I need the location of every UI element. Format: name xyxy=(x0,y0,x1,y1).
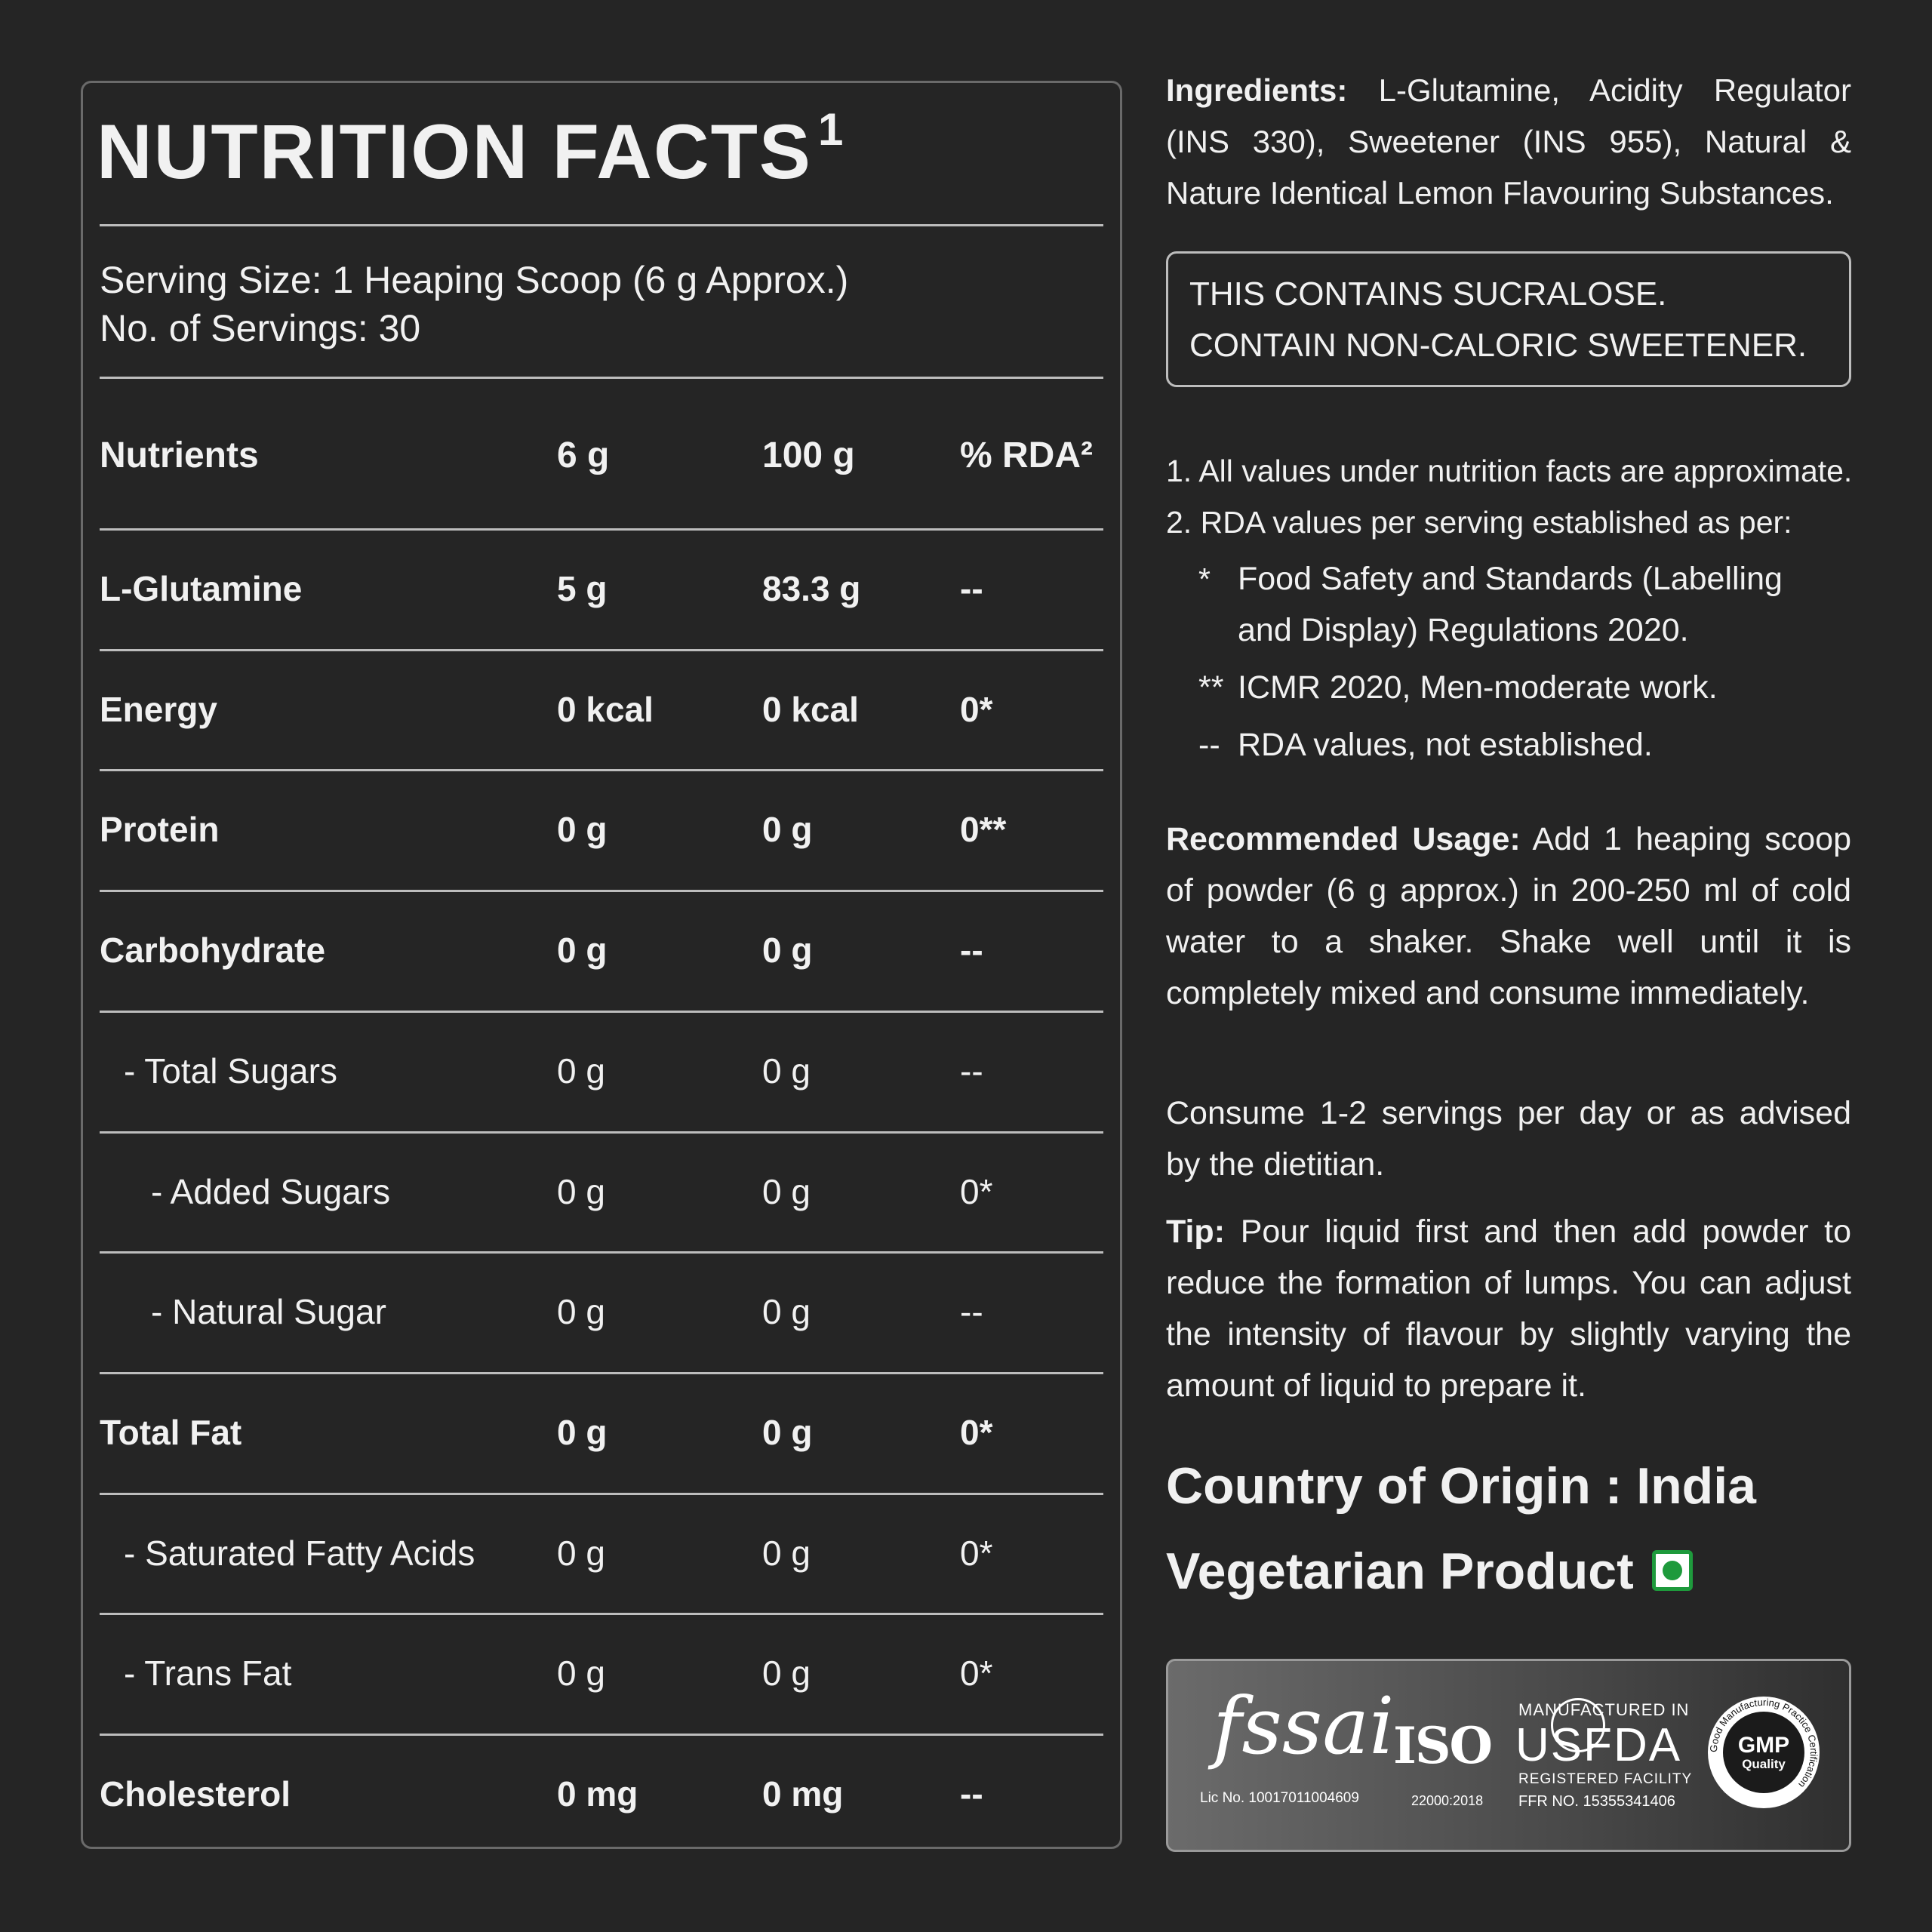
nutrient-name: Energy xyxy=(100,690,217,729)
header-rda: % RDA² xyxy=(960,435,1093,475)
tip-label: Tip: xyxy=(1166,1214,1226,1250)
per-serving-value: 5 g xyxy=(557,569,608,608)
title-footnote-marker: 1 xyxy=(817,104,845,155)
ingredients xyxy=(1166,65,1851,219)
divider xyxy=(100,224,1103,226)
rda-value: 0* xyxy=(960,690,993,729)
footnote-mark: -- xyxy=(1198,727,1220,763)
per-serving-value: 0 kcal xyxy=(557,690,654,729)
table-row xyxy=(100,687,1103,732)
iso-number: 22000:2018 xyxy=(1411,1793,1484,1808)
country-of-origin: Country of Origin : India xyxy=(1166,1457,1756,1515)
nutrient-name: - Saturated Fatty Acids xyxy=(124,1534,475,1573)
usage-text: Add 1 heaping scoop of powder (6 g approx.) in 200-250 ml of cold water to a shaker. Shake well until it is completely mixed and consume immediately. xyxy=(1166,821,1851,1011)
rda-value: -- xyxy=(960,1774,983,1814)
per-serving-value: 0 mg xyxy=(557,1774,638,1814)
divider xyxy=(100,377,1103,379)
header-per-100g: 100 g xyxy=(762,435,855,475)
per-serving-value: 0 g xyxy=(557,810,608,849)
header-per-serving: 6 g xyxy=(557,435,610,475)
per-100g-value: 0 mg xyxy=(762,1774,844,1814)
per-serving-value: 0 g xyxy=(557,1413,608,1452)
manufactured-in: MANUFACTURED IN xyxy=(1518,1700,1690,1719)
warning-line-1: THIS CONTAINS SUCRALOSE. xyxy=(1189,275,1667,312)
footnote-fssai-line2: and Display) Regulations 2020. xyxy=(1238,612,1689,648)
footnote-fssai-line1: Food Safety and Standards (Labelling xyxy=(1238,561,1783,597)
tip-text: Pour liquid first and then add powder to reduce the formation of lumps. You can adjust the intensity of flavour by slightly varying the amount of liquid to prepare it. xyxy=(1166,1214,1851,1404)
nutrient-name: Cholesterol xyxy=(100,1774,291,1814)
veg-mark-icon xyxy=(1652,1550,1693,1591)
table-row xyxy=(100,1048,1103,1094)
footnote-mark: ** xyxy=(1198,669,1224,706)
nutrition-facts-title: NUTRITION FACTS $^1$ xyxy=(97,104,845,195)
table-row xyxy=(100,1410,1103,1455)
per-serving-value: 0 g xyxy=(557,1172,605,1211)
per-serving-value: 0 g xyxy=(557,931,608,970)
table-header xyxy=(100,433,1103,478)
footnote-2: 2. RDA values per serving established as per: xyxy=(1166,505,1792,540)
consume-advice: Consume 1-2 servings per day or as advised by the dietitian. xyxy=(1166,1095,1851,1183)
divider xyxy=(100,528,1103,531)
footnote-mark: * xyxy=(1198,561,1211,596)
nutrient-name: Total Fat xyxy=(100,1413,242,1452)
rda-value: -- xyxy=(960,931,983,970)
rda-value: 0* xyxy=(960,1413,993,1452)
nutrient-name: Carbohydrate xyxy=(100,931,326,970)
per-serving-value: 0 g xyxy=(557,1654,605,1693)
divider xyxy=(100,1131,1103,1134)
divider xyxy=(100,1493,1103,1495)
table-row xyxy=(100,1651,1103,1696)
per-100g-value: 0 g xyxy=(762,1534,811,1573)
per-serving-value: 0 g xyxy=(557,1051,605,1091)
rda-value: 0** xyxy=(960,810,1007,849)
fssai-logo: fssai xyxy=(1213,1680,1395,1772)
table-row xyxy=(100,1771,1103,1817)
rda-value: 0* xyxy=(960,1534,993,1573)
divider xyxy=(100,1251,1103,1254)
table-row xyxy=(100,566,1103,611)
divider xyxy=(100,1613,1103,1615)
header-nutrients: Nutrients xyxy=(100,435,259,475)
rda-value: -- xyxy=(960,1051,983,1091)
iso-logo: ISO xyxy=(1393,1716,1492,1775)
gmp-seal xyxy=(1708,1697,1820,1808)
footnote-not-established: RDA values, not established. xyxy=(1238,727,1653,763)
per-100g-value: 0 g xyxy=(762,1051,811,1091)
registered-facility: REGISTERED FACILITY xyxy=(1518,1771,1693,1787)
per-100g-value: 0 g xyxy=(762,1654,811,1693)
table-row xyxy=(100,1289,1103,1334)
servings-count: No. of Servings: 30 xyxy=(100,307,421,349)
table-row xyxy=(100,807,1103,852)
nutrient-name: L-Glutamine xyxy=(100,569,303,608)
ingredients-text: L-Glutamine, Acidity Regulator (INS 330), Sweetener (INS 955), Natural & Nature Identical Lemon Flavouring Substances. xyxy=(1166,72,1851,211)
divider xyxy=(100,1011,1103,1013)
per-100g-value: 83.3 g xyxy=(762,569,861,608)
per-100g-value: 0 g xyxy=(762,810,813,849)
rda-value: -- xyxy=(960,1292,983,1331)
ffr-number: FFR NO. 15355341406 xyxy=(1518,1793,1675,1810)
per-100g-value: 0 kcal xyxy=(762,690,859,729)
tip xyxy=(1166,1206,1851,1411)
rda-value: 0* xyxy=(960,1654,993,1693)
table-row xyxy=(100,1169,1103,1214)
per-100g-value: 0 g xyxy=(762,931,813,970)
rda-value: -- xyxy=(960,569,983,608)
divider xyxy=(100,769,1103,771)
divider xyxy=(100,890,1103,892)
per-serving-value: 0 g xyxy=(557,1292,605,1331)
table-row xyxy=(100,928,1103,973)
divider xyxy=(100,649,1103,651)
usage-label: Recommended Usage: xyxy=(1166,821,1521,857)
nutrient-name: - Total Sugars xyxy=(124,1051,337,1091)
per-100g-value: 0 g xyxy=(762,1172,811,1211)
gmp-quality: Quality xyxy=(1742,1757,1786,1771)
vegetarian-label: Vegetarian Product xyxy=(1166,1543,1634,1600)
nutrient-name: - Natural Sugar xyxy=(151,1292,386,1331)
warning-line-2: CONTAIN NON-CALORIC SWEETENER. xyxy=(1189,327,1807,364)
nutrient-name: Protein xyxy=(100,810,220,849)
gmp-label: GMP xyxy=(1737,1733,1790,1758)
rda-value: 0* xyxy=(960,1172,993,1211)
per-100g-value: 0 g xyxy=(762,1413,813,1452)
recommended-usage xyxy=(1166,814,1851,1019)
table-row xyxy=(100,1531,1103,1576)
ingredients-label: Ingredients: xyxy=(1166,72,1348,108)
footnote-1: 1. All values under nutrition facts are approximate. xyxy=(1166,454,1853,488)
serving-size: Serving Size: 1 Heaping Scoop (6 g Approx.) xyxy=(100,259,849,301)
divider xyxy=(100,1372,1103,1374)
vegetarian-product xyxy=(1166,1543,1693,1600)
divider xyxy=(100,1734,1103,1736)
nutrient-name: - Trans Fat xyxy=(124,1654,292,1693)
footnote-icmr: ICMR 2020, Men-moderate work. xyxy=(1238,669,1718,706)
per-100g-value: 0 g xyxy=(762,1292,811,1331)
gmp-ring-text: Good Manufacturing Practice Certification xyxy=(1708,1697,1820,1790)
usfda-logo: USFDA xyxy=(1515,1719,1682,1771)
fssai-licence: Lic No. 10017011004609 xyxy=(1200,1790,1359,1806)
per-serving-value: 0 g xyxy=(557,1534,605,1573)
sweetener-warning-box xyxy=(1166,251,1851,387)
nutrient-name: - Added Sugars xyxy=(151,1172,391,1211)
